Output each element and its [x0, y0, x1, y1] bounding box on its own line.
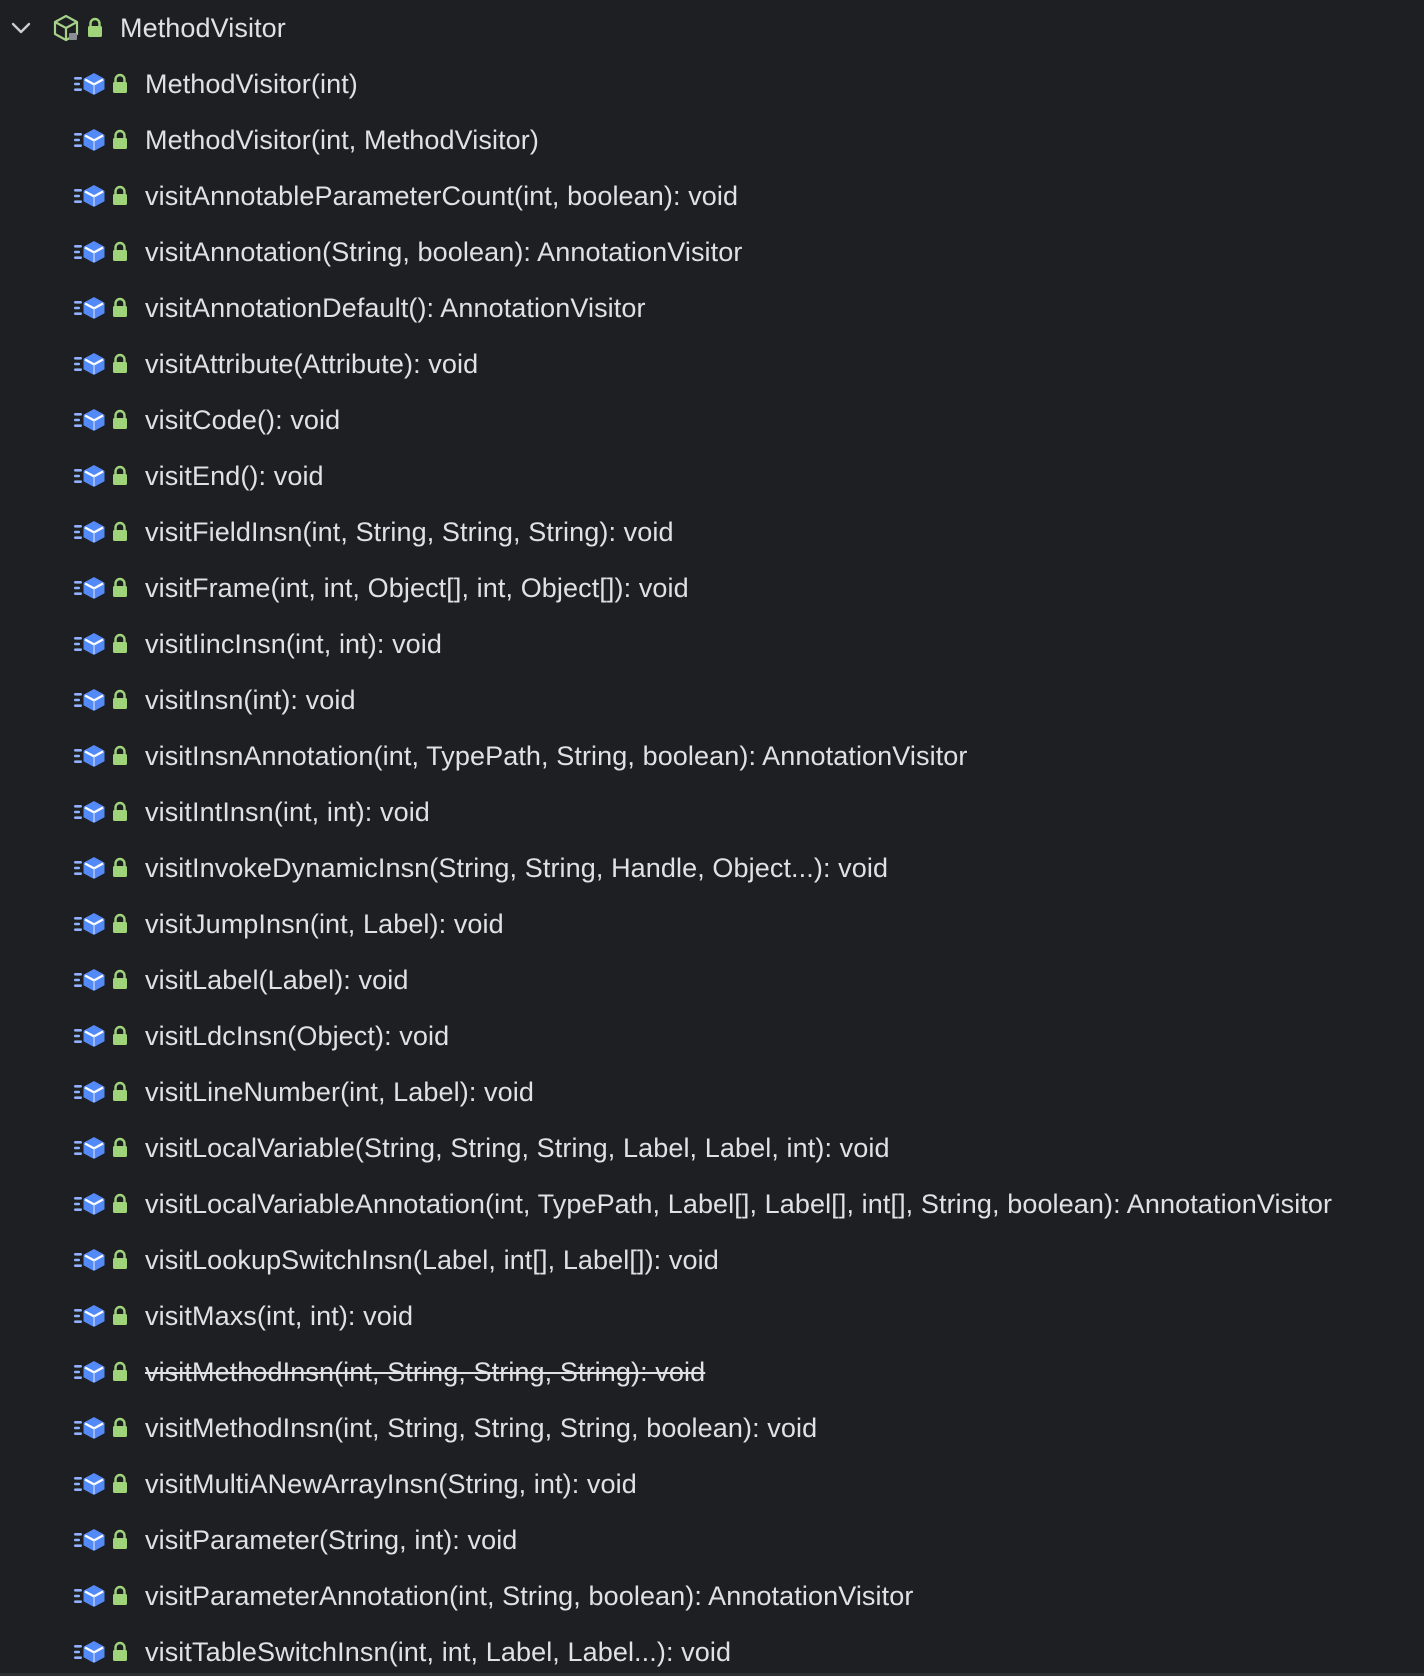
- tree-node-method[interactable]: [0, 784, 1424, 840]
- tree-node-method[interactable]: [0, 1120, 1424, 1176]
- lock-icon: [111, 633, 129, 655]
- method-icon: [73, 855, 107, 881]
- method-label: visitMethodInsn(int, String, String, String, boolean): void: [145, 1412, 818, 1443]
- lock-icon: [111, 857, 129, 879]
- method-label: MethodVisitor(int): [145, 68, 358, 99]
- lock-icon: [111, 913, 129, 935]
- method-icon: [73, 1415, 107, 1441]
- method-icon: [73, 1023, 107, 1049]
- method-icon: [73, 1079, 107, 1105]
- method-icon: [73, 743, 107, 769]
- lock-icon: [111, 1361, 129, 1383]
- lock-icon: [111, 465, 129, 487]
- lock-icon: [111, 1249, 129, 1271]
- lock-icon: [111, 409, 129, 431]
- chevron-down-icon[interactable]: [10, 17, 32, 39]
- lock-icon: [111, 1305, 129, 1327]
- tree-children: [0, 56, 1424, 1676]
- method-icon: [73, 71, 107, 97]
- lock-icon: [111, 1585, 129, 1607]
- tree-node-method[interactable]: [0, 1288, 1424, 1344]
- method-icon: [73, 519, 107, 545]
- method-label: visitInvokeDynamicInsn(String, String, Handle, Object...): void: [145, 852, 889, 883]
- tree-node-method[interactable]: [0, 280, 1424, 336]
- tree-node-method[interactable]: [0, 728, 1424, 784]
- method-label: visitTableSwitchInsn(int, int, Label, Label...): void: [145, 1636, 732, 1667]
- class-icon: [52, 14, 80, 42]
- method-label: visitLineNumber(int, Label): void: [145, 1076, 534, 1107]
- tree-node-method[interactable]: [0, 672, 1424, 728]
- method-label: visitLocalVariable(String, String, String, Label, Label, int): void: [145, 1132, 890, 1163]
- lock-icon: [111, 577, 129, 599]
- tree-node-method[interactable]: [0, 504, 1424, 560]
- lock-icon: [111, 129, 129, 151]
- method-icon: [73, 1135, 107, 1161]
- tree-node-method[interactable]: [0, 336, 1424, 392]
- method-label: visitLookupSwitchInsn(Label, int[], Label[]): void: [145, 1244, 719, 1275]
- method-label: visitAttribute(Attribute): void: [145, 348, 479, 379]
- method-icon: [73, 1303, 107, 1329]
- lock-icon: [111, 1529, 129, 1551]
- lock-icon: [111, 689, 129, 711]
- tree-node-methodvisitor[interactable]: [0, 0, 1424, 56]
- tree-node-label: MethodVisitor: [120, 12, 286, 43]
- lock-icon: [111, 1417, 129, 1439]
- tree-node-method[interactable]: [0, 560, 1424, 616]
- method-icon: [73, 407, 107, 433]
- tree-node-method[interactable]: [0, 1232, 1424, 1288]
- tree-node-method[interactable]: [0, 1400, 1424, 1456]
- method-label: visitEnd(): void: [145, 460, 324, 491]
- tree-node-method[interactable]: [0, 840, 1424, 896]
- lock-icon: [111, 1081, 129, 1103]
- lock-icon: [111, 1193, 129, 1215]
- tree-node-method[interactable]: [0, 1008, 1424, 1064]
- method-icon: [73, 967, 107, 993]
- tree-node-method[interactable]: [0, 448, 1424, 504]
- method-label: visitInsnAnnotation(int, TypePath, String, boolean): AnnotationVisitor: [145, 740, 968, 771]
- method-icon: [73, 1527, 107, 1553]
- tree-node-method[interactable]: [0, 56, 1424, 112]
- method-label: visitFieldInsn(int, String, String, String): void: [145, 516, 674, 547]
- method-label: MethodVisitor(int, MethodVisitor): [145, 124, 539, 155]
- method-icon: [73, 1247, 107, 1273]
- method-icon: [73, 183, 107, 209]
- lock-icon: [111, 745, 129, 767]
- method-icon: [73, 1583, 107, 1609]
- method-label: visitParameterAnnotation(int, String, boolean): AnnotationVisitor: [145, 1580, 914, 1611]
- method-label: visitLabel(Label): void: [145, 964, 409, 995]
- method-icon: [73, 463, 107, 489]
- method-icon: [73, 1191, 107, 1217]
- method-icon: [73, 1471, 107, 1497]
- lock-icon: [111, 73, 129, 95]
- method-label: visitMultiANewArrayInsn(String, int): void: [145, 1468, 637, 1499]
- lock-icon: [111, 801, 129, 823]
- method-label: visitAnnotation(String, boolean): AnnotationVisitor: [145, 236, 743, 267]
- tree-node-method[interactable]: [0, 1344, 1424, 1400]
- tree-node-method[interactable]: [0, 952, 1424, 1008]
- lock-icon: [111, 521, 129, 543]
- method-label: visitFrame(int, int, Object[], int, Object[]): void: [145, 572, 689, 603]
- lock-icon: [111, 1641, 129, 1663]
- method-icon: [73, 1359, 107, 1385]
- tree-node-method[interactable]: [0, 224, 1424, 280]
- tree-node-method[interactable]: [0, 1456, 1424, 1512]
- tree-node-method[interactable]: [0, 168, 1424, 224]
- method-label: visitCode(): void: [145, 404, 341, 435]
- tree-node-method[interactable]: [0, 1624, 1424, 1676]
- method-label: visitAnnotationDefault(): AnnotationVisitor: [145, 292, 646, 323]
- lock-icon: [111, 241, 129, 263]
- method-icon: [73, 687, 107, 713]
- lock-icon: [111, 969, 129, 991]
- tree-node-method[interactable]: [0, 1512, 1424, 1568]
- method-label: visitLdcInsn(Object): void: [145, 1020, 450, 1051]
- method-label: visitLocalVariableAnnotation(int, TypePath, Label[], Label[], int[], String, boolean): AnnotationVisitor: [145, 1188, 1333, 1219]
- method-icon: [73, 631, 107, 657]
- tree-node-method[interactable]: [0, 896, 1424, 952]
- lock-icon: [111, 297, 129, 319]
- method-label: visitAnnotableParameterCount(int, boolean): void: [145, 180, 739, 211]
- tree-node-method[interactable]: [0, 616, 1424, 672]
- tree-node-method[interactable]: [0, 1176, 1424, 1232]
- lock-icon: [111, 185, 129, 207]
- method-label: visitIntInsn(int, int): void: [145, 796, 430, 827]
- method-icon: [73, 911, 107, 937]
- lock-icon: [111, 1473, 129, 1495]
- method-label: visitMaxs(int, int): void: [145, 1300, 414, 1331]
- lock-icon: [86, 17, 104, 39]
- method-icon: [73, 351, 107, 377]
- method-icon: [73, 295, 107, 321]
- method-icon: [73, 1639, 107, 1665]
- tree-node-method[interactable]: [0, 112, 1424, 168]
- tree-node-method[interactable]: [0, 1064, 1424, 1120]
- method-label: visitParameter(String, int): void: [145, 1524, 518, 1555]
- method-label: visitJumpInsn(int, Label): void: [145, 908, 504, 939]
- tree-node-method[interactable]: [0, 1568, 1424, 1624]
- lock-icon: [111, 353, 129, 375]
- method-icon: [73, 239, 107, 265]
- method-icon: [73, 799, 107, 825]
- lock-icon: [111, 1137, 129, 1159]
- lock-icon: [111, 1025, 129, 1047]
- method-label: visitInsn(int): void: [145, 684, 356, 715]
- tree-node-method[interactable]: [0, 392, 1424, 448]
- method-label: visitIincInsn(int, int): void: [145, 628, 442, 659]
- method-icon: [73, 127, 107, 153]
- method-label: visitMethodInsn(int, String, String, String): void: [145, 1356, 706, 1387]
- method-icon: [73, 575, 107, 601]
